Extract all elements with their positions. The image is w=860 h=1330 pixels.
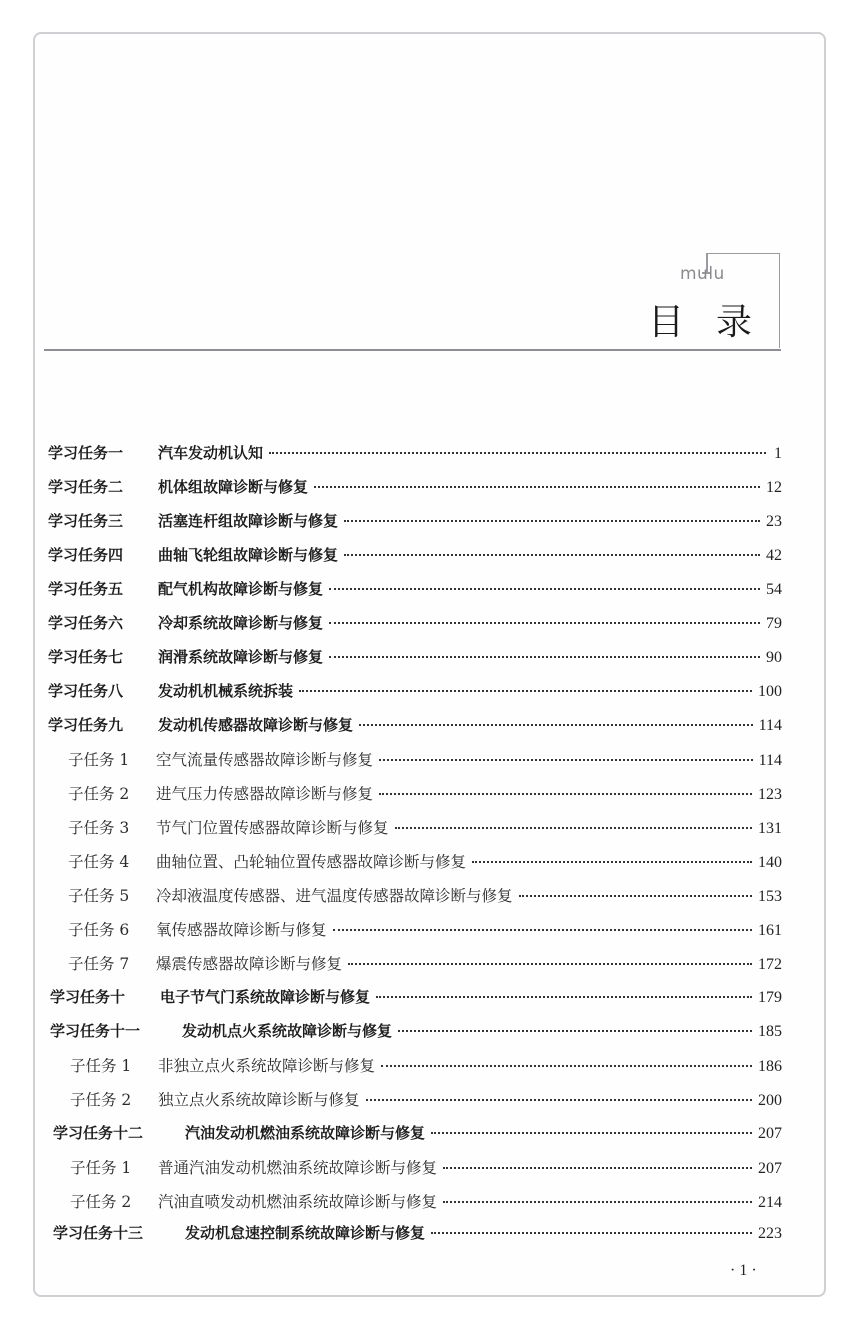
toc-entry-subtask[interactable] <box>68 952 782 976</box>
toc-entry-page-number: 200 <box>758 1092 782 1109</box>
dot-leader <box>472 861 752 863</box>
toc-entry-page-number: 186 <box>758 1058 782 1075</box>
toc-entry-subtask[interactable] <box>68 782 782 806</box>
dot-leader <box>379 759 753 761</box>
toc-entry-title: 氧传感器故障诊断与修复 <box>156 921 327 939</box>
toc-entry-page-number: 214 <box>758 1194 782 1211</box>
toc-entry-task[interactable] <box>53 1222 782 1246</box>
toc-entry-number: 子任务 1 <box>70 1057 132 1075</box>
toc-entry-page-number: 223 <box>758 1225 782 1242</box>
toc-entry-title: 曲轴飞轮组故障诊断与修复 <box>158 546 339 564</box>
toc-entry-title: 空气流量传感器故障诊断与修复 <box>156 751 374 769</box>
toc-entry-title: 电子节气门系统故障诊断与修复 <box>160 988 371 1006</box>
toc-entry-subtask[interactable] <box>70 1088 782 1112</box>
toc-entry-title: 汽油发动机燃油系统故障诊断与修复 <box>185 1124 426 1142</box>
toc-entry-page-number: 42 <box>766 547 782 564</box>
dot-leader <box>344 520 760 522</box>
toc-entry-number: 学习任务四 <box>48 546 124 564</box>
toc-entry-page-number: 123 <box>758 786 782 803</box>
toc-entry-title: 发动机传感器故障诊断与修复 <box>158 716 354 734</box>
dot-leader <box>333 929 752 931</box>
toc-entry-title: 冷却系统故障诊断与修复 <box>158 614 324 632</box>
toc-entry-title: 汽车发动机认知 <box>158 444 264 462</box>
toc-entry-subtask[interactable] <box>70 1054 782 1078</box>
toc-entry-task[interactable] <box>48 612 782 636</box>
toc-entry-page-number: 185 <box>758 1023 782 1040</box>
toc-entry-page-number: 23 <box>766 513 782 530</box>
toc-entry-page-number: 12 <box>766 479 782 496</box>
toc-entry-page-number: 1 <box>774 445 782 462</box>
toc-entry-task[interactable] <box>48 442 782 466</box>
toc-entry-subtask[interactable] <box>70 1190 782 1214</box>
dot-leader <box>359 724 753 726</box>
dot-leader <box>269 452 766 454</box>
toc-entry-subtask[interactable] <box>68 850 782 874</box>
toc-entry-title: 进气压力传感器故障诊断与修复 <box>156 785 374 803</box>
dot-leader <box>519 895 752 897</box>
toc-entry-title: 发动机点火系统故障诊断与修复 <box>182 1022 393 1040</box>
toc-entry-page-number: 207 <box>758 1125 782 1142</box>
header-pinyin: mulu <box>680 264 725 284</box>
toc-entry-subtask[interactable] <box>68 816 782 840</box>
toc-entry-number: 学习任务十三 <box>53 1224 144 1242</box>
toc-entry-number: 学习任务一 <box>48 444 124 462</box>
toc-entry-page-number: 114 <box>758 717 782 734</box>
toc-entry-number: 学习任务十二 <box>53 1124 144 1142</box>
toc-entry-subtask[interactable] <box>68 918 782 942</box>
toc-entry-page-number: 54 <box>766 581 782 598</box>
toc-entry-number: 学习任务八 <box>48 682 124 700</box>
toc-entry-page-number: 90 <box>766 649 782 666</box>
dot-leader <box>344 554 760 556</box>
toc-entry-number: 学习任务二 <box>48 478 124 496</box>
toc-entry-title: 汽油直喷发动机燃油系统故障诊断与修复 <box>158 1193 438 1211</box>
toc-entry-number: 子任务 6 <box>68 921 130 939</box>
dot-leader <box>348 963 752 965</box>
toc-entry-title: 节气门位置传感器故障诊断与修复 <box>156 819 389 837</box>
toc-entry-title: 发动机怠速控制系统故障诊断与修复 <box>185 1224 426 1242</box>
dot-leader <box>329 588 760 590</box>
toc-entry-title: 独立点火系统故障诊断与修复 <box>158 1091 360 1109</box>
toc-entry-task[interactable] <box>48 646 782 670</box>
toc-entry-page-number: 79 <box>766 615 782 632</box>
toc-entry-title: 机体组故障诊断与修复 <box>158 478 309 496</box>
toc-entry-number: 子任务 2 <box>70 1091 132 1109</box>
toc-entry-page-number: 153 <box>758 888 782 905</box>
dot-leader <box>431 1232 752 1234</box>
page-title: 目录 <box>648 302 785 343</box>
toc-entry-title: 发动机机械系统拆装 <box>158 682 294 700</box>
toc-entry-title: 润滑系统故障诊断与修复 <box>158 648 324 666</box>
dot-leader <box>329 656 760 658</box>
toc-entry-page-number: 207 <box>758 1160 782 1177</box>
toc-entry-task[interactable] <box>53 1122 782 1146</box>
toc-entry-page-number: 172 <box>758 956 782 973</box>
toc-entry-number: 子任务 2 <box>68 785 130 803</box>
dot-leader <box>443 1167 752 1169</box>
toc-entry-page-number: 131 <box>758 820 782 837</box>
dot-leader <box>314 486 760 488</box>
toc-entry-task[interactable] <box>48 714 782 738</box>
toc-entry-page-number: 161 <box>758 922 782 939</box>
toc-entry-title: 普通汽油发动机燃油系统故障诊断与修复 <box>158 1159 438 1177</box>
toc-entry-task[interactable] <box>50 986 782 1010</box>
toc-entry-title: 配气机构故障诊断与修复 <box>158 580 324 598</box>
toc-entry-number: 子任务 1 <box>70 1159 132 1177</box>
toc-entry-title: 爆震传感器故障诊断与修复 <box>156 955 343 973</box>
toc-entry-title: 冷却液温度传感器、进气温度传感器故障诊断与修复 <box>156 887 513 905</box>
dot-leader <box>329 622 760 624</box>
dot-leader <box>381 1065 752 1067</box>
toc-entry-number: 子任务 5 <box>68 887 130 905</box>
toc-entry-number: 子任务 2 <box>70 1193 132 1211</box>
toc-entry-subtask[interactable] <box>68 748 782 772</box>
toc-entry-number: 学习任务七 <box>48 648 124 666</box>
dot-leader <box>376 996 752 998</box>
toc-entry-number: 学习任务六 <box>48 614 124 632</box>
dot-leader <box>366 1099 752 1101</box>
dot-leader <box>395 827 752 829</box>
toc-entry-number: 子任务 3 <box>68 819 130 837</box>
dot-leader <box>443 1201 752 1203</box>
toc-entry-task[interactable] <box>48 544 782 568</box>
toc-entry-task[interactable] <box>48 476 782 500</box>
toc-entry-page-number: 100 <box>758 683 782 700</box>
header-divider <box>44 349 781 351</box>
toc-entry-subtask[interactable] <box>68 884 782 908</box>
toc-entry-task[interactable] <box>48 680 782 704</box>
toc-entry-title: 活塞连杆组故障诊断与修复 <box>158 512 339 530</box>
toc-entry-number: 学习任务三 <box>48 512 124 530</box>
toc-entry-number: 子任务 1 <box>68 751 130 769</box>
toc-entry-page-number: 114 <box>758 752 782 769</box>
toc-entry-number: 子任务 4 <box>68 853 130 871</box>
toc-entry-number: 子任务 7 <box>68 955 130 973</box>
dot-leader <box>431 1132 752 1134</box>
toc-entry-task[interactable] <box>48 510 782 534</box>
toc-entry-number: 学习任务十 <box>50 988 126 1006</box>
dot-leader <box>379 793 752 795</box>
toc-entry-title: 曲轴位置、凸轮轴位置传感器故障诊断与修复 <box>156 853 467 871</box>
toc-entry-task[interactable] <box>48 578 782 602</box>
dot-leader <box>398 1030 752 1032</box>
page-number-footer: · 1 · <box>730 1262 757 1279</box>
toc-entry-number: 学习任务五 <box>48 580 124 598</box>
toc-entry-page-number: 179 <box>758 989 782 1006</box>
toc-entry-page-number: 140 <box>758 854 782 871</box>
toc-entry-number: 学习任务十一 <box>50 1022 141 1040</box>
toc-entry-number: 学习任务九 <box>48 716 124 734</box>
toc-entry-task[interactable] <box>50 1020 782 1044</box>
toc-entry-title: 非独立点火系统故障诊断与修复 <box>158 1057 376 1075</box>
dot-leader <box>299 690 752 692</box>
toc-entry-subtask[interactable] <box>70 1156 782 1180</box>
